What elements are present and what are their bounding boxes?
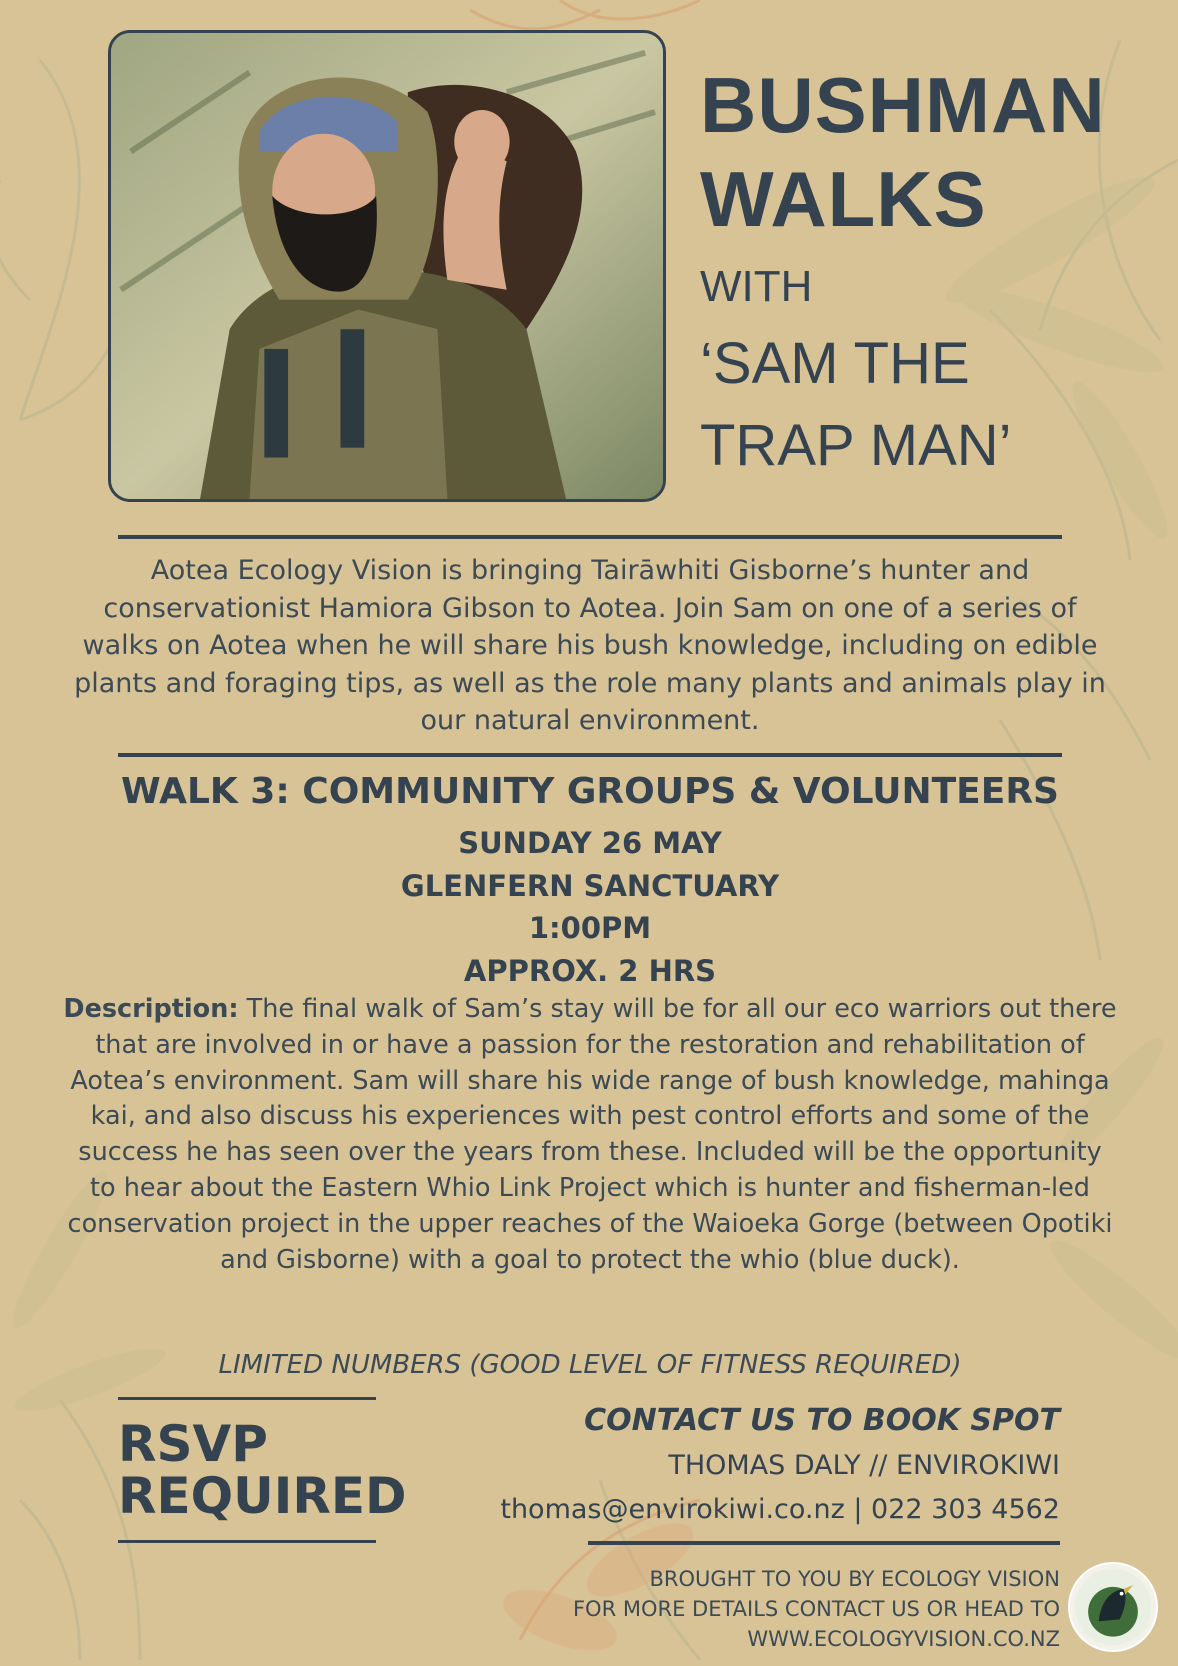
description-text: The final walk of Sam’s stay will be for all our eco warriors out there that are involved in or have a passion for the restoration and rehabilitation of Aotea’s environment. Sam will share his wide range of bush knowledge, mahinga kai, and also discuss his experiences with pest control efforts and some of the success he has seen over the years from these. Included will be the opportunity to hear about the Eastern Whio Link Project which is hunter and fisherman-led conservation project in the upper reaches of the Waioeka Gorge (between Opotiki and Gisborne) with a goal to protect the whio (blue duck). — [67, 994, 1117, 1275]
walk-duration: APPROX. 2 HRS — [463, 953, 717, 988]
contact-name: THOMAS DALY // ENVIROKIWI — [668, 1450, 1060, 1481]
walk-heading: WALK 3: COMMUNITY GROUPS & VOLUNTEERS — [120, 771, 1059, 812]
contact-heading: CONTACT US TO BOOK SPOT — [584, 1403, 1060, 1438]
intro-paragraph: Aotea Ecology Vision is bringing Tairāwhiti Gisborne’s hunter and conservationist Hamiora Gibson to Aotea. Join Sam on one of a series of walks on Aotea when he will share his bush knowledge, including on edible plants and foraging tips, as well as the role many plants and animals play in our natural environment. — [74, 555, 1106, 736]
rsvp-block — [118, 1415, 438, 1525]
title-with: WITH — [700, 262, 813, 311]
title-walks: WALKS — [700, 155, 987, 243]
divider-rsvp-bottom — [118, 1540, 376, 1543]
hunter-portrait-image — [108, 30, 666, 502]
divider-middle — [118, 753, 1062, 757]
walk-location: GLENFERN SANCTUARY — [400, 868, 780, 903]
title-bushman: BUSHMAN — [700, 61, 1106, 149]
footer-line1: BROUGHT TO YOU BY ECOLOGY VISION — [649, 1567, 1060, 1591]
divider-top — [118, 535, 1062, 539]
ecology-vision-logo — [1068, 1562, 1158, 1652]
contact-block — [470, 1398, 1060, 1532]
description-label: Description: — [63, 994, 239, 1024]
rsvp-line1: RSVP — [118, 1415, 268, 1473]
title-name-line2: TRAP MAN’ — [700, 413, 1012, 478]
walk-date: SUNDAY 26 MAY — [458, 826, 722, 860]
contact-email-phone[interactable]: thomas@envirokiwi.co.nz | 022 303 4562 — [500, 1494, 1060, 1525]
limited-numbers-note: LIMITED NUMBERS (GOOD LEVEL OF FITNESS REQUIRED) — [218, 1350, 962, 1380]
event-title — [700, 58, 1170, 486]
footer-line2: FOR MORE DETAILS CONTACT US OR HEAD TO — [572, 1597, 1060, 1621]
divider-rsvp-top — [118, 1397, 376, 1400]
footer-credits — [440, 1564, 1060, 1654]
rsvp-line2: REQUIRED — [118, 1467, 407, 1525]
footer-website[interactable]: WWW.ECOLOGYVISION.CO.NZ — [747, 1627, 1060, 1651]
walk-time: 1:00PM — [528, 911, 652, 945]
title-name-line1: ‘SAM THE — [700, 331, 970, 396]
walk-description — [62, 992, 1118, 1278]
divider-footer — [588, 1541, 1060, 1545]
walk-details — [40, 822, 1140, 992]
